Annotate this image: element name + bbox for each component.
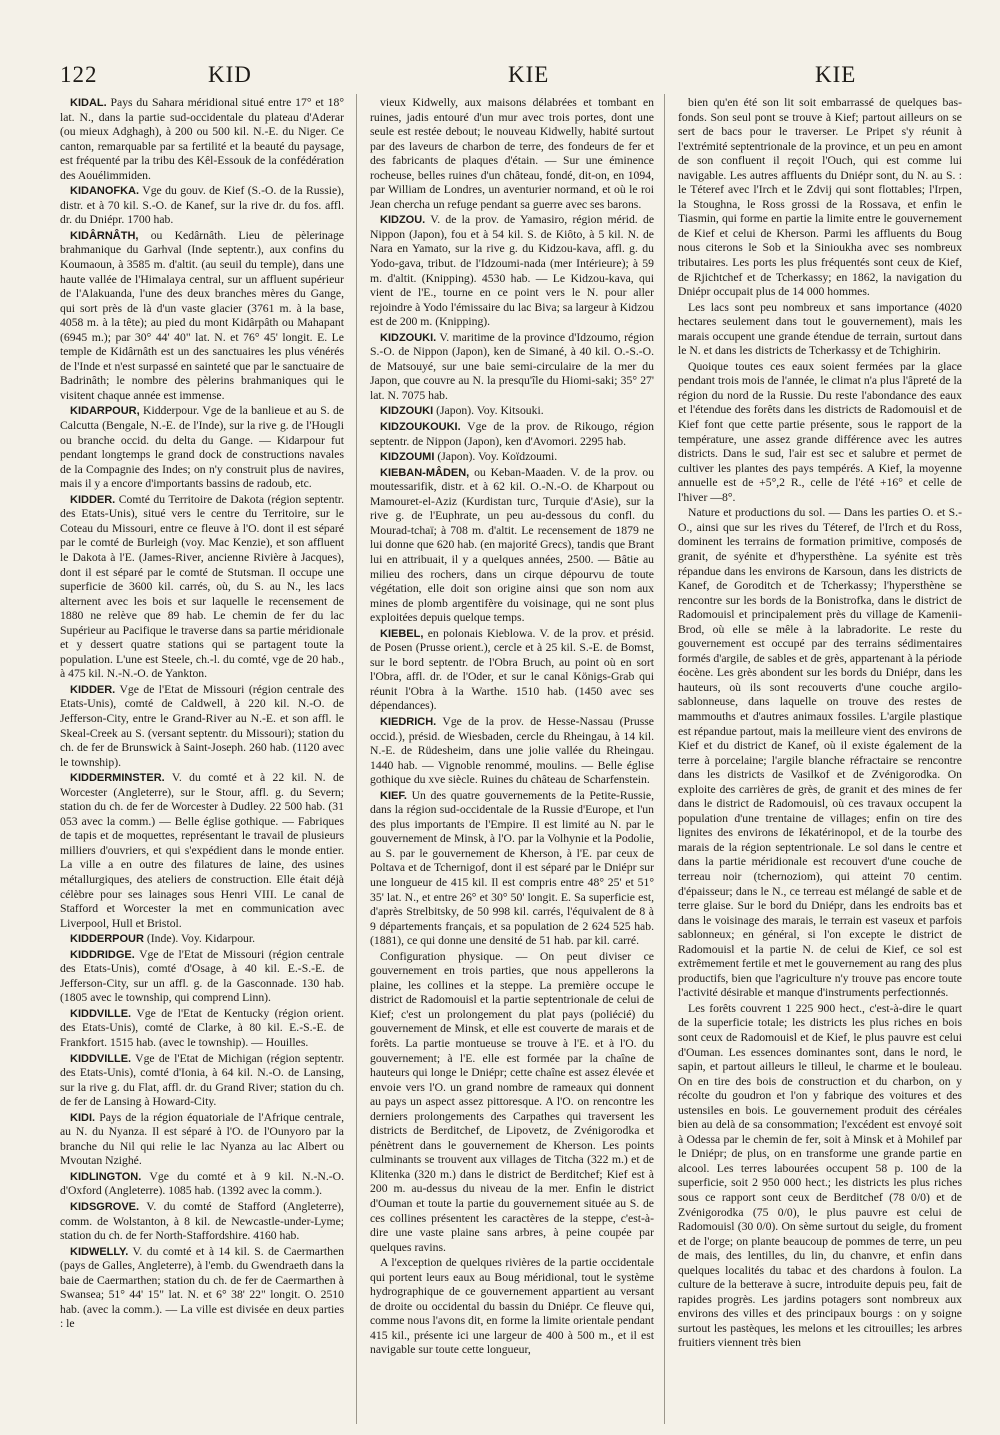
entry-text: Vge de la prov. de Hesse-Nassau (Prusse occid.), présid. de Wiesbaden, cercle du Rheingau, à 14 kil. N.-E. de Rüdesheim, dans une jolie vallée du Rheingau. 1440 hab. — Vignoble renommé, moulins. — Belle église gothique du xve siècle. Ruines du château de Scharfenstein. [370,714,654,787]
dictionary-entry [370,789,654,949]
entry-headword: KIEBEL, [380,627,424,640]
entry-headword: KIDARPOUR, [70,405,140,418]
dictionary-entry [678,301,962,359]
entry-text: V. du comté et à 22 kil. N. de Worcester (Angleterre), sur le Stour, affl. g. du Severn; station du ch. de fer de Worcester à Dudley. 22 500 hab. (31 053 avec la comm.) — Belle église gothique. — Fabriques de tapis et de moquettes, représentant le travail de plusieurs milliers d'ouvriers, et qui s'expédient dans le monde entier. La ville a en outre des filatures de laine, des usines métallurgiques, des ateliers de construction. Elle était déjà célèbre pour ses lainages sous Henri VIII. Le canal de Stafford et Worcester la met en communication avec Liverpool, Hull et Bristol. [60,771,344,930]
entry-text: Comté du Territoire de Dakota (région septentr. des Etats-Unis), situé vers le centre du Territoire, sur le Coteau du Missouri, entre ce fleuve à l'O. dont il est séparé par le comté de Burleigh (voy. Mac Kenzie), et son affluent le Dakota à l'E. (James-River, ancienne Rivière à Jacques), dont il est séparé par le comté de Stutsman. Il occupe une superficie de 3600 kil. carrés, où, du S. au N., les lacs alternent avec les bois et sur laquelle le recensement de 1880 ne relève que 89 hab. Le chemin de fer du lac Supérieur au Pacifique le traverse dans sa partie méridionale et y dessert quatre stations qui se partagent toute la population. L'une est Steele, ch.-l. du comté, vge de 20 hab., à 475 kil. N.-N.-O. de Yankton. [60,492,344,681]
dictionary-entry [370,331,654,404]
dictionary-entry [60,184,344,228]
entry-text: ou Kedârnâth. Lieu de pèlerinage brahmanique du Garhval (Inde septentr.), aux confins du Koumaoun, à 3585 m. d'altit. (au seuil du temple), dans une haute vallée de l'Himalaya central, sur un affluent supérieur de l'Alakuanda, l'une des deux branches mères du Gange, qui sort près de là d'un vaste glacier (3761 m. à la base, 4058 m. à la tête); au pied du mont Kidârpâth ou Mahapant (6945 m.); par 30° 44' 40" lat. N. et 76° 45' longit. E. Le temple de Kidârnâth est un des sanctuaires les plus vénérés de l'Inde et n'est surpassé en sainteté que par le sanctuaire de Badrinâth; le nombre des pèlerins brahmaniques qui le visitent chaque année est immense. [60,228,344,402]
entry-text: Pays de la région équatoriale de l'Afrique centrale, au N. du Nyanza. Il est séparé à l'O. de l'Ounyoro par la branche du Nil qui relie le lac Nyanza au lac Albert ou Mvoutan Nzighé. [60,1110,344,1168]
column-divider [664,94,665,1424]
dictionary-entry [370,450,654,465]
entry-text: V. maritime de la province d'Idzoumo, région S.-O. de Nippon (Japon), ken de Simané, à 40 kil. O.-S.-O. de Matsouyé, sur une baie semi-circulaire de la mer du Japon, que couvre au N. la presqu'île du Hiomi-saki; 35° 27' lat. N. 7075 hab. [370,330,654,402]
entry-text: Nature et productions du sol. — Dans les parties O. et S.-O., ainsi que sur les rives du Téteref, de l'Irch et du Ross, dominent les terrains de formation primitive, composés de granit, de syénite et d'hypersthène. La syénite est très répandue dans les environs de Karsoun, dans les districts de Kanef, de Goroditch et de Tcherkassy; l'hypersthène se rencontre sur les bords de la Bonistrofka, dans le district de Radomouisl et principalement près du village de Kamenii-Brod, où elle se mêle à la labradorite. Le reste du gouvernement est occupé par des terrains sédimentaires formés d'argile, de sables et de grès, appartenant à la période éocène. Les grès abondent sur les bords du Dniépr, dans les hauteurs, où ils sont recouverts d'une couche argilo-sablonneuse, dans laquelle on trouve des restes de mammouths et d'autres animaux fossiles. L'argile plastique est répandue partout, mais la meilleure vient des environs de Kief et du district de Kanef, où il existe également de la terre à porcelaine; l'argile blanche réfractaire se rencontre dans les districts de Vasilkof et de Zvénigorodka. On exploite des carrières de grès, de granit et des mines de fer dans le district de Radomouisl, où ces travaux occupent la population d'une trentaine de villages; enfin on tire des lignites des environs de Iékatérinopol, et de la tourbe des marais de la région septentrionale. Le sol dans le centre et dans la partie méridionale est recouvert d'une couche de terreau noir (tchernoziom), qui atteint 70 centim. d'épaisseur; dans le N., ce terreau est mélangé de sable et de terre glaise. Sur le bord du Dniépr, dans les endroits bas et dans le voisinage des marais, le terrain est vaseux et parfois sablonneux; en général, si l'on excepte le district de Radomouisl et la partie N. de celui de Kief, ce sol est extrêmement fertile et met le gouvernement au rang des plus productifs, bien que l'agriculture n'y trouve pas encore toute l'activité désirable et manque d'instruments perfectionnés. [678,506,962,1000]
page-number: 122 [60,62,98,87]
entry-text: vieux Kidwelly, aux maisons délabrées et tombant en ruines, jadis entouré d'un mur avec trois portes, dont une seule est restée debout; le nouveau Kidwelly, habité surtout par des laveurs de charbon de terre, des fondeurs de fer et des fabricants de plaques d'étain. — Sur une éminence rocheuse, belles ruines d'un château, fondé, dit-on, en 1094, par William de Londres, un aventurier normand, et où le roi Jean chercha un refuge pendant sa guerre avec ses barons. [370,96,654,211]
entry-text: (Japon). Voy. Koïdzoumi. [437,450,558,464]
entry-headword: KIDÂRNÂTH, [70,229,139,242]
entry-text: Vge de l'Etat de Missouri (région centrale des Etats-Unis), comté d'Osage, à 40 kil. E.-S.-E. de Jefferson-City, sur un affl. g. de la Gasconnade. 130 hab. (1805 avec le township, qui comprend Linn). [60,947,344,1005]
dictionary-entry [370,466,654,626]
running-head-left: KID [208,62,252,87]
text-column-3 [678,96,962,1426]
entry-headword: KIDSGROVE. [70,1201,140,1214]
entry-text: Vge de la prov. de Rikougo, région septentr. de Nippon (Japon), ken d'Avomori. 2295 hab. [370,420,654,448]
text-column-1 [60,96,344,1426]
dictionary-entry [370,96,654,212]
entry-text: V. du comté de Stafford (Angleterre), comm. de Wolstanton, à 8 kil. de Newcastle-under-Lyme; station du ch. de fer North-Staffordshire. 4160 hab. [60,1200,344,1243]
entry-text: bien qu'en été son lit soit embarrassé de quelques bas-fonds. Son seul pont se trouve à Kief; partout ailleurs on se sert de bacs pour le traverser. Le Pripet s'y réunit à l'extrémité septentrionale de la province, et un peu en amont de son confluent il reçoit l'Ouch, qui est comme lui navigable. Les autres affluents du Dniépr sont, du N. au S. : le Téteref avec l'Irch et le Zdvij qui sont flottables; l'Irpen, la Stoughna, le Ross grossi de la Rossava, et enfin le Tiasmin, qui forme en partie la limite entre le gouvernement de Kief et celui de Kherson. Parmi les affluents du Boug nous citerons le Sob et la Sinioukha avec ses nombreux tributaires. Les ports les plus fréquentés sont ceux de Kief, de Rjichtchef et de Tcherkassy; en 1862, la navigation du Dniépr occupait plus de 14 000 hommes. [678,96,962,299]
entry-text: Vge du comté et à 9 kil. N.-N.-O. d'Oxford (Angleterre). 1085 hab. (1392 avec la comm.). [60,1169,344,1198]
entry-headword: KIDDVILLE. [70,1007,132,1020]
entry-text: (Inde). Voy. Kidarpour. [146,932,256,946]
entry-text: V. du comté et à 14 kil. S. de Caermarthen (pays de Galles, Angleterre), à l'emb. du Gwendraeth dans la baie de Caermarthen; station du ch. de fer de Caermarthen à Swansea; 51° 44' 15" lat. N. et 6° 38' 22" longit. O. 2510 hab. (avec la comm.). — La ville est divisée en deux parties : le [60,1244,344,1331]
dictionary-entry [60,1111,344,1169]
dictionary-entry [678,506,962,1001]
dictionary-entry [678,360,962,505]
dictionary-entry [60,96,344,183]
entry-text: A l'exception de quelques rivières de la partie occidentale qui portent leurs eaux au Boug méridional, tout le système hydrographique de ce gouvernement appartient au versant de droite ou occidental du bassin du Dniépr. Ce fleuve qui, comme nous l'avons dit, en forme la limite orientale pendant 415 kil., présente ici une largeur de 400 à 500 m., et il est navigable sur toute cette longueur, [370,1256,654,1357]
entry-headword: KIDZOUKI. [380,331,437,344]
entry-text: Quoique toutes ces eaux soient fermées par la glace pendant trois mois de l'année, le climat n'a plus l'âpreté de la région du nord de la Russie. Du reste l'abondance des eaux et l'étendue des forêts dans les districts de Radomouisl et de Kief font que cette partie présente, sous le rapport de la température, une assez grande différence avec les autres districts. Dans le sud, l'air est sec et salubre et permet de cultiver les plantes des pays tempérés. A Kief, la moyenne annuelle est de +5°,2 R., celle de l'été +16° et celle de l'hiver —8°. [678,359,962,504]
entry-headword: KIDZOUMI [380,451,435,464]
dictionary-entry [60,229,344,404]
entry-text: ou Keban-Maaden. V. de la prov. ou moutessarifik, distr. et à 62 kil. O.-N.-O. de Kharpout ou Mamouret-el-Aziz (Kurdistan turc, Turquie d'Asie), sur la rive g. de l'Euphrate, un peu au-dessous du confl. du Mourad-tchaï; à 708 m. d'altit. Le recensement de 1879 ne lui donne que 620 hab. (en majorité Grecs), tandis que Brant lui en attribuait, il y a quelques années, 2500. — Bâtie au milieu des rochers, dans un cirque dépourvu de toute végétation, elle doit son origine ainsi que son nom aux mines de plomb argentifère du voisinage, qui ne sont plus exploitées depuis quelque temps. [370,465,654,625]
entry-headword: KIDLINGTON. [70,1170,142,1183]
entry-headword: KIEF. [380,789,407,802]
entry-text: en polonais Kieblowa. V. de la prov. et présid. de Posen (Prusse orient.), cercle et à 25 kil. S.-E. de Bomst, sur le bord septentr. de l'Obra Bruch, au point où en sort l'Obra, affl. dr. de l'Oder, et sur le canal Königs-Grab qui réunit l'Obra à la Warthe. 1510 hab. (1450 avec ses dépendances). [370,626,654,713]
entry-text: Vge de l'Etat de Michigan (région septentr. des Etats-Unis), comté d'Ionia, à 64 kil. N.-O. de Lansing, sur la rive g. du Flat, affl. dr. du Grand River; station du ch. de fer de Lansing à Howard-City. [60,1051,344,1109]
entry-text: Vge du gouv. de Kief (S.-O. de la Russie), distr. et à 70 kil. S.-O. de Kanef, sur la rive dr. du fos. affl. dr. du Dniépr. 1700 hab. [60,184,344,227]
dictionary-entry [370,420,654,449]
entry-text: Kidderpour. Vge de la banlieue et au S. de Calcutta (Bengale, N.-E. de l'Inde), sur la rive g. de l'Hougli ou branche occid. du delta du Gange. — Kidarpour fut pendant longtemps le grand dock de constructions navales de la Compagnie des Indes; on n'y construit plus de navires, mais il y a encore d'importants bassins de radoub, etc. [60,404,344,491]
dictionary-entry [60,948,344,1006]
dictionary-entry [60,1245,344,1332]
entry-headword: KIDZOU. [380,214,426,227]
running-head-center: KIE [508,62,550,87]
dictionary-entry [370,715,654,788]
entry-text: Vge de l'Etat de Missouri (région centrale des Etats-Unis), comté de Caldwell, à 220 kil. N.-O. de Jefferson-City, entre le Grand-River au N.-E. et son affl. le Skeal-Creek au S. (versant septentr. du Missouri); station du ch. de fer de Brunswick à Saint-Joseph. 260 hab. (1120 avec le township). [60,682,344,769]
running-head-right: KIE [815,62,857,87]
dictionary-entry [60,932,344,947]
dictionary-entry [60,1170,344,1199]
entry-headword: KIDDER. [70,493,116,506]
entry-headword: KIDZOUKI [380,405,434,418]
dictionary-entry [370,627,654,714]
entry-headword: KIDDVILLE. [70,1052,132,1065]
dictionary-entry [370,1256,654,1358]
entry-headword: KIDDER. [70,683,116,696]
dictionary-entry [370,950,654,1255]
dictionary-entry [60,683,344,770]
entry-headword: KIDDERPOUR [70,933,144,946]
entry-text: Un des quatre gouvernements de la Petite-Russie, dans la région sud-occidentale de la Russie d'Europe, et l'un des plus importants de l'Empire. Il est limité au N. par le gouvernement de Minsk, à l'O. par la Volhynie et la Podolie, au S. par le gouvernement de Kherson, à l'E. par ceux de Poltava et de Tchernigof, dont il est séparé par le Dniépr sur une longueur de 415 kil. Il est compris entre 48° 25' et 51° 35' lat. N., et entre 26° et 30° 50' longit. E. Sa superficie est, d'après Strelbitsky, de 50 998 kil. carrés, l'équivalent de 8 à 9 départements français, et sa population de 2 624 525 hab. (1881), ce qui donne une densité de 51 hab. par kil. carré. [370,788,654,948]
column-divider [356,94,357,1424]
entry-text: Vge de l'Etat de Kentucky (région orient. des Etats-Unis), comté de Clarke, à 80 kil. E.-S.-E. de Frankfort. 1515 hab. (avec le township). — Houilles. [60,1006,344,1049]
entry-text: Pays du Sahara méridional situé entre 17° et 18° lat. N., dans la partie sud-occidentale du plateau d'Aderar (ou mieux Adghagh), à 200 ou 500 kil. N.-E. du Niger. Ce canton, remarquable par sa fertilité et la beauté du paysage, est fréquenté par la tribu des Kêl-Essouk de la confédération des Aouélimmiden. [60,96,344,182]
entry-headword: KIDAL. [70,97,107,109]
entry-headword: KIDI. [70,1111,96,1124]
dictionary-entry [678,1002,962,1351]
text-column-2 [370,96,654,1426]
entry-headword: KIEDRICH. [380,715,437,728]
entry-text: V. de la prov. de Yamasiro, région mérid. de Nippon (Japon), fou et à 54 kil. S. de Kiôto, à 5 kil. N. de Nara en Yamato, sur la rive g. du Kidzou-kava, affl. g. du Yodo-gava, tribut. de l'Idzoumi-nada (mer Intérieure); à 59 m. d'altit. (Knipping). 4530 hab. — Le Kidzou-kava, qui vient de l'E., tourne en ce point vers le N. pour aller rejoindre à Yodo l'émissaire du lac Biva; sa largeur à Kidzou est de 200 m. (Knipping). [370,213,654,329]
entry-headword: KIDWELLY. [70,1245,129,1258]
entry-headword: KIDDERMINSTER. [70,772,165,785]
dictionary-entry [678,96,962,300]
dictionary-entry [370,213,654,329]
entry-headword: KIEBAN-MÂDEN, [380,466,470,479]
entry-text: Configuration physique. — On peut diviser ce gouvernement en trois parties, que nous appellerons la plaine, les collines et la steppe. La première occupe le district de Radomouisl et la partie septentrionale de celui de Kief; c'est un prolongement du plat pays (poliécié) du gouvernement de Minsk, et elle est couverte de marais et de forêts. La partie montueuse se trouve à l'E. et à l'O. du gouvernement; à l'E. elle est formée par la chaîne de hauteurs qui longe le Dniépr; cette chaîne est assez élevée et envoie vers l'O. un grand nombre de rameaux qui donnent au pays un aspect assez pittoresque. A l'O. on rencontre les derniers prolongements des Carpathes qui traversent les districts de Berditchef, de Lipovetz, de Zvénigorodka et pénètrent dans le gouvernement de Kherson. Les points culminants se trouvent aux villages de Titcha (322 m.) et de Klitenka (320 m.) dans le district de Berditchef; Kief est à 200 m. au-dessus du niveau de la mer. Enfin le district d'Ouman et toute la partie du gouvernement située au S. de ces collines présentent les caractères de la steppe, c'est-à-dire une vaste plaine sans arbres, à peine coupée par quelques ravins. [370,949,654,1254]
dictionary-entry [60,404,344,491]
entry-text: Les forêts couvrent 1 225 900 hect., c'est-à-dire le quart de la superficie totale; les districts les plus riches en bois sont ceux de Radomouisl et de Kief, le plus pauvre est celui d'Ouman. Les essences dominantes sont, dans le nord, le sapin, et partout ailleurs le tilleul, le charme et le bouleau. On en tire des bois de construction et du charbon, on y récolte du goudron et l'on y fabrique des voitures et des ustensiles en bois. Le gouvernement produit des céréales bien au delà de sa consommation; l'excédent est envoyé soit à Odessa par le chemin de fer, soit à Minsk et à Mohilef par le Dniépr; de plus, on en transforme une grande partie en alcool. Les terres labourées occupent 58 p. 100 de la superficie, soit 2 950 000 hect.; les districts les plus riches sous ce rapport sont ceux de Berditchef (78 0/0) et de Zvénigorodka (75 0/0), le plus pauvre est celui de Radomouisl (30 0/0). On sème surtout du seigle, du froment et de l'orge; on plante beaucoup de pommes de terre, un peu de mais, des lentilles, du lin, du chanvre, et enfin dans quelques localités du tabac et des chardons à foulon. La culture de la betterave à sucre, introduite depuis peu, fait de rapides progrès. Les jardins potagers sont nombreux aux environs des villes et des principaux bourgs : on y soigne surtout les pastèques, les melons et les citrouilles; les arbres fruitiers viennent très bien [678,1001,962,1350]
entry-text: (Japon). Voy. Kitsouki. [436,404,544,418]
dictionary-entry [370,404,654,419]
entry-headword: KIDDRIDGE. [70,948,135,961]
dictionary-entry [60,1007,344,1051]
dictionary-entry [60,771,344,931]
entry-headword: KIDANOFKA. [70,185,140,198]
dictionary-entry [60,1200,344,1244]
entry-text: Les lacs sont peu nombreux et sans importance (4020 hectares seulement dans tout le gouvernement), mais les marais occupent une grande étendue de terrain, surtout dans le N. et dans les districts de Tcherkassy et de Tchighirin. [678,300,962,358]
dictionary-entry [60,493,344,682]
dictionary-entry [60,1052,344,1110]
entry-headword: KIDZOUKOUKI. [380,421,461,434]
